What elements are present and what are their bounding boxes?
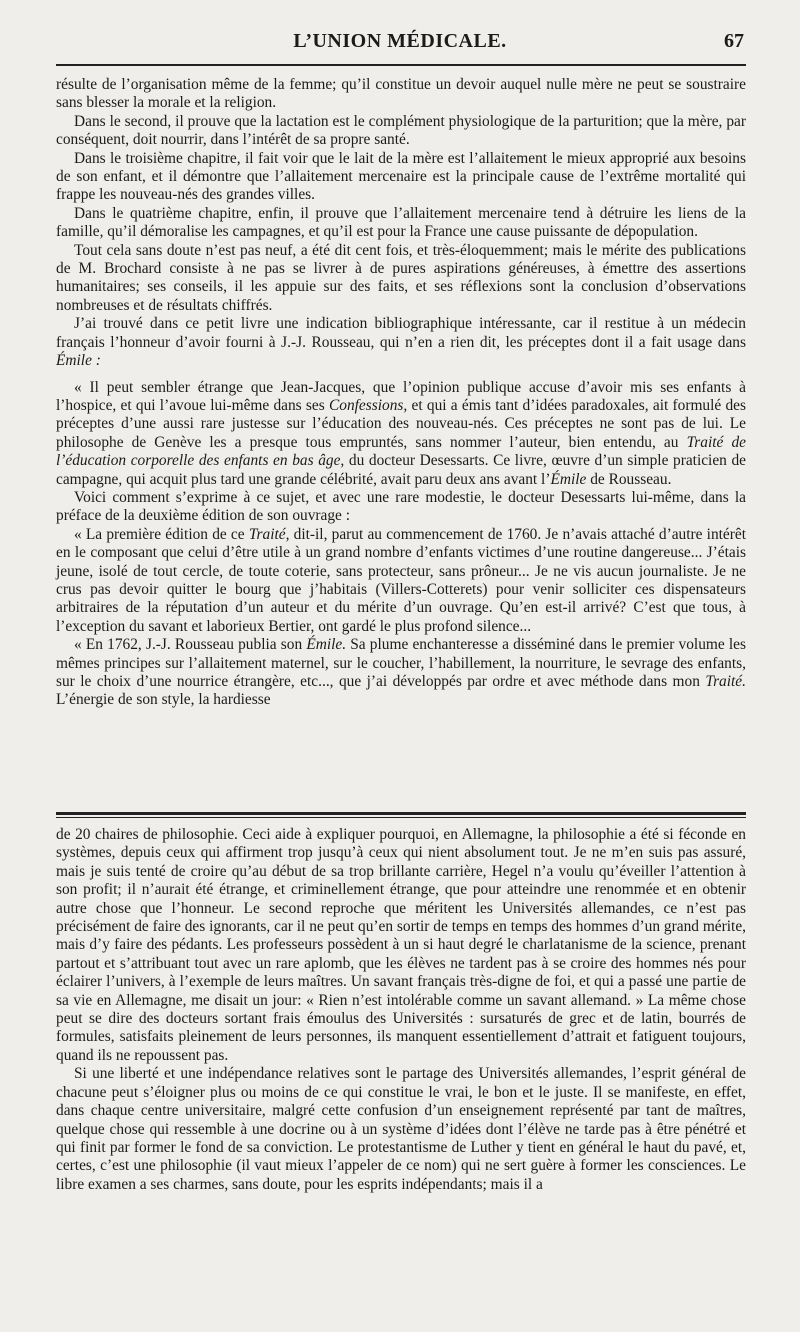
- upper-article: [56, 76, 746, 710]
- section-divider-thin: [56, 817, 746, 818]
- section-divider: [56, 812, 746, 815]
- paragraph: Si une liberté et une indépendance relatives sont le partage des Universités allemandes, l’esprit général de chacune peut s’éloigner plus ou moins de ce qui constitue le vrai, le bon et le juste. Il se manifeste, en effet, dans chaque centre universitaire, malgré cette confusion d’un enseignement représenté par tant de maîtres, quelque chose qui ressemble à une docrine ou à un système d’idées dont l’élève ne tarde pas à être pénétré et qui finit par former le fond de sa conviction. Le protestantisme de Luther y tient en général le haut du pavé, et, certes, c’est une philosophie (il vaut mieux l’appeler de ce nom) qui ne sert guère à former les consciences. Le libre examen a ses charmes, sans doute, pour les esprits indépendants; mais il a: [56, 1065, 746, 1193]
- running-header: [56, 30, 744, 60]
- text-run: Sa plume enchanteresse a disséminé dans le premier volume les mêmes principes sur l’allaitement maternel, sur le coucher, l’habillement, la nourriture, le sevrage des enfants, sur le choix d’une nourrice étrangère, etc..., que j’ai développés par ordre et avec méthode dans mon: [56, 636, 746, 690]
- text-run: du docteur Desessarts. Ce livre, œuvre d’un simple praticien de campagne, qui acquit plus tard une grande célébrité, avait paru deux ans avant l’: [56, 452, 747, 488]
- text-run: « En 1762, J.-J. Rousseau publia son: [74, 636, 307, 654]
- paragraph: Voici comment s’exprime à ce sujet, et avec une rare modestie, le docteur Desessarts lui-même, dans la préface de la deuxième édition de son ouvrage :: [56, 488, 746, 525]
- italic-title: Émile.: [306, 636, 347, 654]
- quotation-paragraph: [56, 526, 746, 636]
- paragraph: [56, 315, 746, 370]
- page-number: 67: [724, 30, 744, 52]
- text-run: de Rousseau.: [586, 470, 672, 488]
- quotation-paragraph: [56, 379, 746, 489]
- paragraph: Dans le second, il prouve que la lactation est le complément physiologique de la parturition; que la mère, par conséquent, doit nourrir, dans l’intérêt de sa propre santé.: [56, 112, 746, 149]
- text-run: « Il peut sembler étrange que Jean-Jacques, que l’opinion publique accuse d’avoir mis ses enfants à l’hospice, et qui l’avoue lui-même dans ses: [56, 378, 746, 414]
- header-rule: [56, 64, 746, 66]
- paragraph: de 20 chaires de philosophie. Ceci aide à expliquer pourquoi, en Allemagne, la philosophie a été si féconde en systèmes, depuis ceux qui affirment trop jusqu’à ceux qui nient absolument tout. Je ne m’en suis pas assuré, mais je suis tenté de croire qu’au début de sa trop brillante carrière, Hegel n’a voulu qu’éveiller l’attention à son profit; il n’aurait été étrange, et criminellement étrange, que pour atteindre une renommée et en obtenir autre chose que l’honneur. Le second reproche que méritent les Universités allemandes, ce n’est pas précisément de faire des ignorants, car il ne peut qu’en sortir de temps en temps des hommes d’un grand mérite, mais d’y faire des pédants. Les professeurs possèdent à un si haut degré le charlatanisme de la science, prenant partout et s’attribuant tout avec un rare aplomb, que les élèves ne tardent pas à se croire des hommes nés pour éclairer l’univers, à l’exemple de leurs maîtres. Un savant français très-digne de foi, et qui a passé une partie de sa vie en Allemagne, me disait un jour: « Rien n’est intolérable comme un savant allemand. » La même chose peut se dire des docteurs sortant frais émoulus des Universités : sursaturés de grec et de latin, bourrés de formules, satisfaits pleinement de leurs personnes, ils manquent essentiellement d’attrait et fatiguent toujours, quand ils ne repoussent pas.: [56, 826, 746, 1064]
- paragraph: résulte de l’organisation même de la femme; qu’il constitue un devoir auquel nulle mère ne peut se soustraire sans blesser la morale et la religion.: [56, 76, 746, 112]
- text-run: « La première édition de ce: [74, 525, 249, 543]
- journal-title: L’UNION MÉDICALE.: [293, 30, 507, 52]
- text-run: L’énergie de son style, la hardiesse: [56, 691, 271, 709]
- quotation-paragraph: [56, 636, 746, 710]
- text-run: et qui a émis tant d’idées paradoxales, ait formulé des préceptes d’une aussi rare justesse sur l’éducation des nouveau-nés. Ces préceptes ne sont pas de lui. Le philosophe de Genève les a presque tous empruntés, sans nommer l’auteur, bien entendu, au: [56, 396, 746, 451]
- italic-title: Émile: [550, 470, 587, 488]
- italic-title: Émile :: [56, 352, 101, 370]
- text-run: dit-il, parut au commencement de 1760. Je n’avais attaché d’autre intérêt en le composant que celui d’être utile à un grand nombre d’enfants victimes d’une routine dangereuse... J’étais jeune, isolé de tout cercle, de toute coterie, sans protecteur, sans prôneur... Je ne vis aucun journaliste. Je ne crus pas devoir quitter le bourg que j’habitais (Villers-Cotterets) pour venir solliciter ces dispensateurs arbitraires de la réputation d’un auteur et du mérite d’un ouvrage. Qu’en est-il arrivé? C’est que tous, à l’exception du savant et laborieux Bertier, ont gardé le plus profond silence...: [56, 525, 746, 635]
- paragraph: Dans le troisième chapitre, il fait voir que le lait de la mère est l’allaitement le mieux approprié aux besoins de son enfant, et il démontre que l’allaitement mercenaire est la principale cause de l’extrême mortalité qui frappe les nouveau-nés des grandes villes.: [56, 149, 746, 204]
- italic-title: Traité.: [705, 673, 746, 690]
- italic-title: Traité,: [248, 525, 290, 543]
- lower-article: [56, 826, 746, 1194]
- italic-title: Traité de l’éducation corporelle des enfants en bas âge,: [56, 433, 746, 470]
- paragraph: Dans le quatrième chapitre, enfin, il prouve que l’allaitement mercenaire tend à détruire les liens de la famille, qu’il démoralise les campagnes, et qu’il est pour la France une cause puissante de dépopulation.: [56, 204, 746, 241]
- italic-title: Confessions,: [329, 396, 408, 414]
- paragraph: Tout cela sans doute n’est pas neuf, a été dit cent fois, et très-éloquemment; mais le mérite des publications de M. Brochard consiste à ne pas se livrer à de pures aspirations généreuses, à émettre des assertions humanitaires; ses conseils, il les appuie sur des faits, et ses réflexions sont la conclusion d’observations nombreuses et de résultats chiffrés.: [56, 241, 746, 314]
- text-run: J’ai trouvé dans ce petit livre une indication bibliographique intéressante, car il restitue à un médecin français l’honneur d’avoir fourni à J.-J. Rousseau, qui n’en a rien dit, les préceptes dont il a fait usage dans: [56, 315, 746, 351]
